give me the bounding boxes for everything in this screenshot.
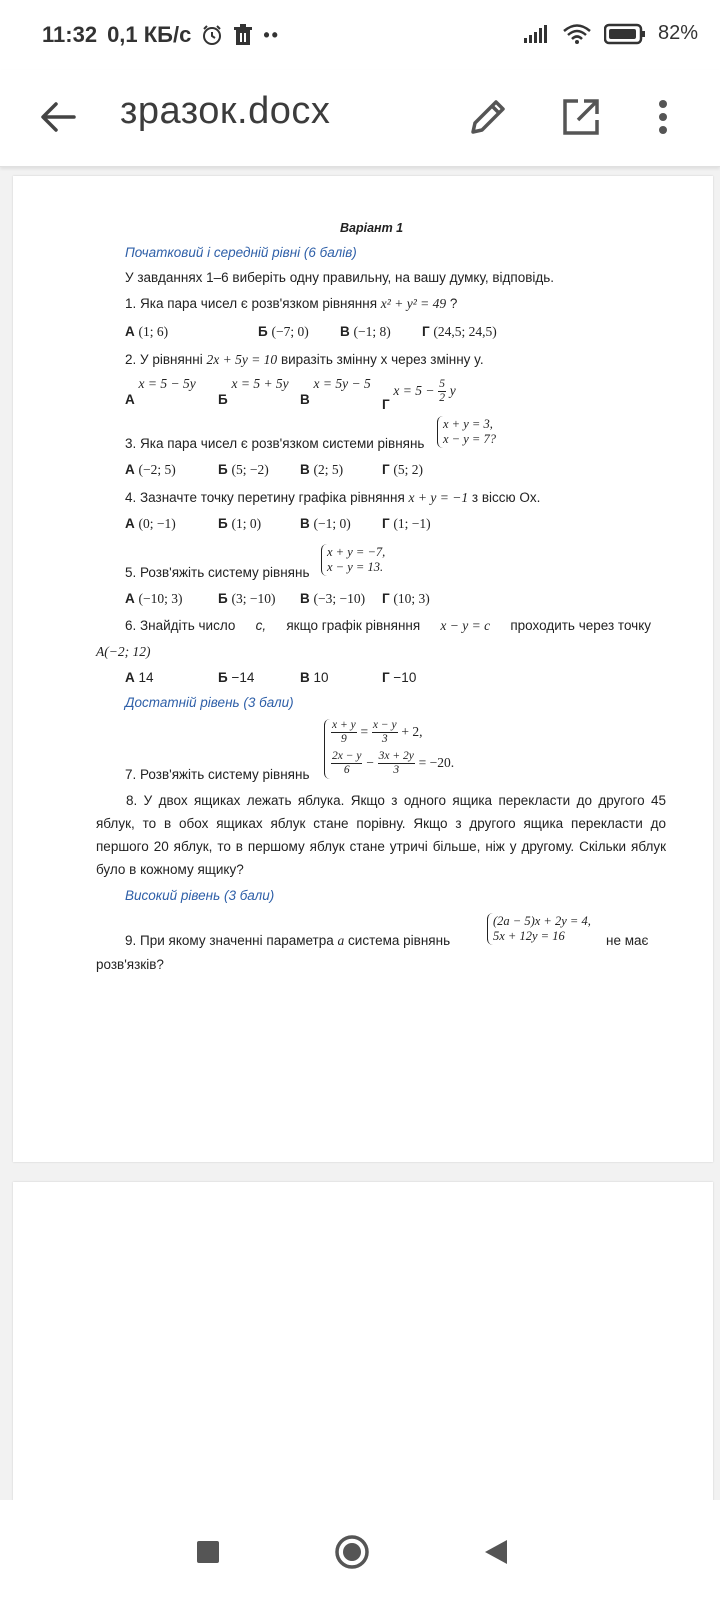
q2-option-b: Б x = 5 + 5y	[218, 376, 289, 407]
q5-option-b: Б (3; −10)	[218, 591, 276, 606]
status-bar	[0, 0, 720, 70]
q1-option-a: А (1; 6)	[125, 324, 169, 339]
open-external-icon[interactable]	[556, 92, 606, 142]
q6-option-a: А 14	[125, 670, 154, 685]
document-content	[13, 176, 713, 1162]
trash-icon	[233, 24, 253, 46]
home-circle-icon[interactable]	[334, 1534, 370, 1570]
q2-option-c: В x = 5y − 5	[300, 376, 371, 407]
q5-option-d: Г (10; 3)	[382, 591, 430, 606]
q6-option-d: Г −10	[382, 670, 417, 685]
level-heading-1: Початковий і середній рівні (6 балів)	[125, 245, 357, 260]
q1-option-b: Б (−7; 0)	[258, 324, 309, 339]
battery-icon	[604, 23, 646, 45]
q1-option-d: Г (24,5; 24,5)	[422, 324, 497, 339]
variant-heading: Варіант 1	[340, 221, 404, 235]
navigation-bar	[0, 1500, 720, 1600]
level-heading-3: Високий рівень (3 бали)	[125, 888, 275, 903]
q7-system-line-1: $\frac{x + y}{9}$ = $\frac{x - y}{3}$ + 2,	[332, 719, 423, 745]
question-9: 9. При якому значенні параметра a система рівнянь	[125, 933, 451, 948]
intro-text: У завданнях 1–6 виберіть одну правильну, на вашу думку, відповідь.	[125, 270, 555, 285]
more-notifications-icon: ••	[263, 24, 280, 45]
question-7: 7. Розв'яжіть систему рівнянь	[125, 767, 310, 782]
q3-option-c: В (2; 5)	[300, 462, 344, 477]
back-triangle-icon[interactable]	[483, 1538, 509, 1566]
q3-option-b: Б (5; −2)	[218, 462, 269, 477]
clock: 11:32	[42, 22, 98, 47]
q6-option-b: Б −14	[218, 670, 255, 685]
app-bar	[0, 70, 720, 167]
question-4: 4. Зазначте точку перетину графіка рівняння x + y = −1 з віссю Ox.	[125, 490, 541, 505]
q5-option-c: В (−3; −10)	[300, 591, 366, 606]
q9-system-line-2: 5x + 12y = 16	[493, 929, 565, 943]
q4-option-a: А (0; −1)	[125, 516, 176, 531]
document-page-1[interactable]	[13, 176, 713, 1162]
network-speed: 0,1 КБ/с	[107, 22, 192, 47]
document-title: зразок.docx	[120, 90, 331, 132]
more-vert-icon[interactable]	[638, 92, 688, 142]
q5-system-line-1: x + y = −7,	[327, 545, 386, 559]
q5-option-a: А (−10; 3)	[125, 591, 183, 606]
q3-option-a: А (−2; 5)	[125, 462, 176, 477]
recents-square-icon[interactable]	[196, 1540, 220, 1564]
level-heading-2: Достатній рівень (3 бали)	[125, 695, 294, 710]
q4-option-b: Б (1; 0)	[218, 516, 262, 531]
alarm-icon	[201, 24, 223, 46]
q9-tail: не має	[606, 933, 649, 948]
document-page-2[interactable]	[13, 1182, 713, 1502]
question-1: 1. Яка пара чисел є розв'язком рівняння x² + y² = 49 ?	[125, 296, 458, 311]
q2-option-d: Г x = 5 − $\frac{5}{2}$ y	[382, 378, 456, 413]
q1-option-c: В (−1; 8)	[340, 324, 391, 339]
q9-end: розв'язків?	[96, 957, 164, 972]
q3-system-line-2: x − y = 7?	[443, 432, 496, 446]
q3-system-line-1: x + y = 3,	[443, 417, 493, 431]
q4-option-d: Г (1; −1)	[382, 516, 431, 531]
q4-option-c: В (−1; 0)	[300, 516, 351, 531]
q7-system-line-2: $\frac{2x - y}{6}$ − $\frac{3x + 2y}{3}$ = −20.	[332, 750, 455, 776]
battery-level: 82%	[657, 22, 698, 44]
q9-system-line-1: (2a − 5)x + 2y = 4,	[493, 914, 591, 928]
q6-point: A(−2; 12)	[96, 644, 151, 659]
q3-option-d: Г (5; 2)	[382, 462, 424, 477]
question-3: 3. Яка пара чисел є розв'язком системи рівнянь	[125, 436, 425, 451]
question-2: 2. У рівнянні 2x + 5y = 10 виразіть змінну x через змінну y.	[125, 352, 484, 367]
question-5: 5. Розв'яжіть систему рівнянь	[125, 565, 310, 580]
q6-option-c: В 10	[300, 670, 329, 685]
question-8: 8. У двох ящиках лежать яблука. Якщо з одного ящика перекласти до другого 45 яблук, то в обох ящиках яблук стане порівну. Якщо з другого ящика перекласти до першого 20 яблук, то в першому яблук стане утричі більше, ніж у другому. Скільки яблук було в кожному ящику?	[96, 793, 666, 877]
pencil-icon[interactable]	[463, 92, 513, 142]
q2-option-a: А x = 5 − 5y	[125, 376, 196, 407]
wifi-icon	[562, 23, 592, 45]
back-arrow-icon[interactable]	[34, 92, 84, 142]
q7-system-brace	[324, 719, 331, 779]
signal-icon	[522, 24, 550, 44]
question-6: 6. Знайдіть число c, якщо графік рівняння x − y = c проходить через точку	[125, 618, 651, 633]
q5-system-line-2: x − y = 13.	[327, 560, 384, 574]
